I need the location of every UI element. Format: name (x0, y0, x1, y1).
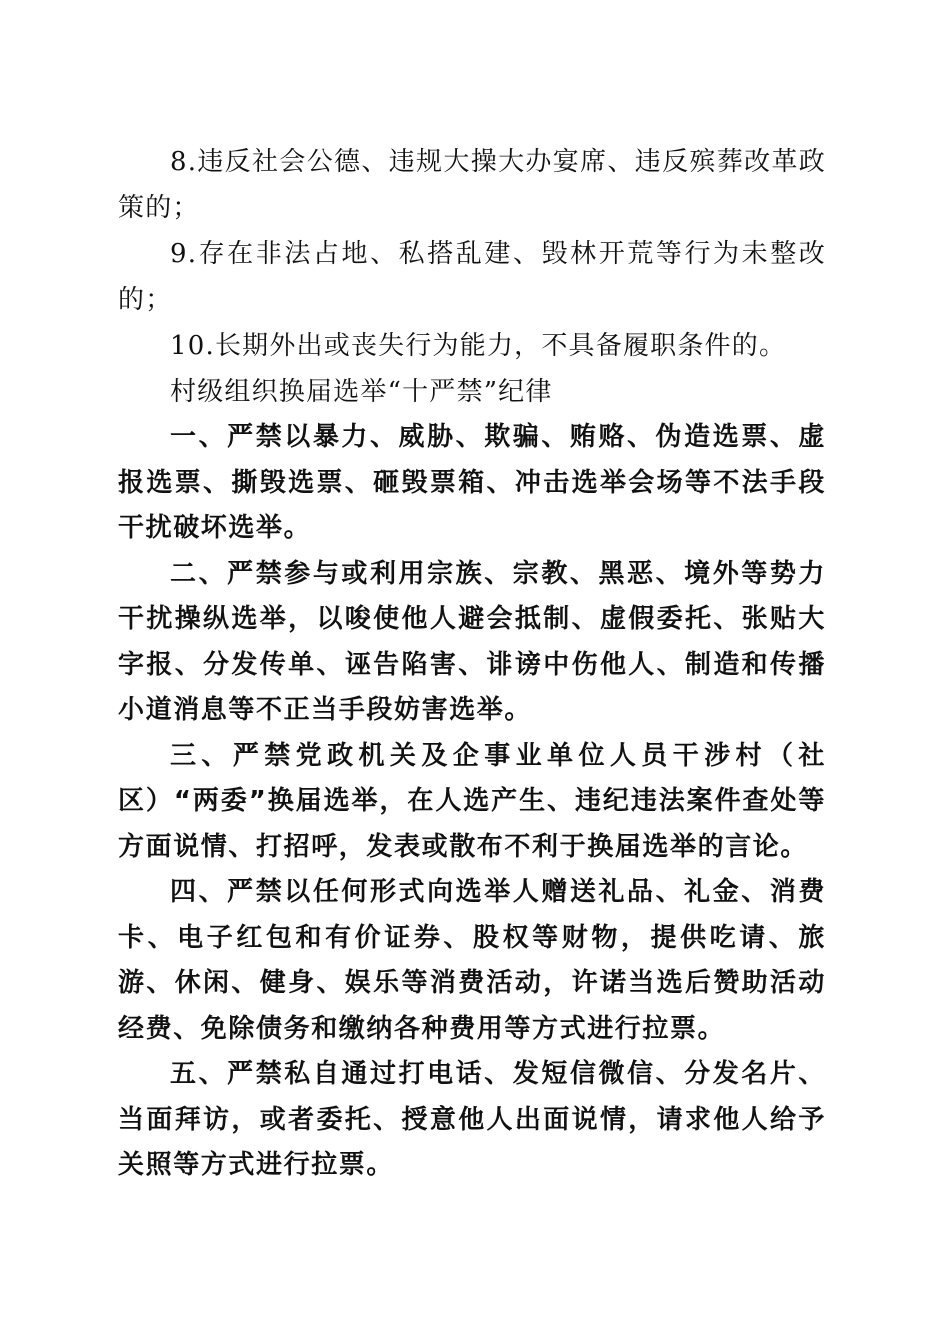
intro-item-9: 9.存在非法占地、私搭乱建、毁林开荒等行为未整改的； (118, 239, 826, 315)
intro-item-8: 8.违反社会公德、违规大操大办宴席、违反殡葬改革政策的； (118, 147, 826, 223)
rule-5: 五、严禁私自通过打电话、发短信微信、分发名片、当面拜访，或者委托、授意他人出面说情，请求他人给予关照等方式进行拉票。 (118, 1059, 826, 1180)
section-title: 村级组织换届选举“十严禁”纪律 (170, 377, 553, 407)
rule-1: 一、严禁以暴力、威胁、欺骗、贿赂、伪造选票、虚报选票、撕毁选票、砸毁票箱、冲击选举会场等不法手段干扰破坏选举。 (118, 422, 826, 543)
rules-list (118, 415, 826, 1189)
rule-4: 四、严禁以任何形式向选举人赠送礼品、礼金、消费卡、电子红包和有价证券、股权等财物，提供吃请、旅游、休闲、健身、娱乐等消费活动，许诺当选后赞助活动经费、免除债务和缴纳各种费用等方式进行拉票。 (118, 877, 826, 1044)
rule-3: 三、严禁党政机关及企事业单位人员干涉村（社区）“两委”换届选举，在人选产生、违纪违法案件查处等方面说情、打招呼，发表或散布不利于换届选举的言论。 (118, 740, 826, 862)
rule-2: 二、严禁参与或利用宗族、宗教、黑恶、境外等势力干扰操纵选举，以唆使他人避会抵制、虚假委托、张贴大字报、分发传单、诬告陷害、诽谤中伤他人、制造和传播小道消息等不正当手段妨害选举。 (118, 558, 826, 725)
intro-item-10: 10.长期外出或丧失行为能力，不具备履职条件的。 (170, 331, 787, 361)
document-body (118, 139, 826, 1189)
